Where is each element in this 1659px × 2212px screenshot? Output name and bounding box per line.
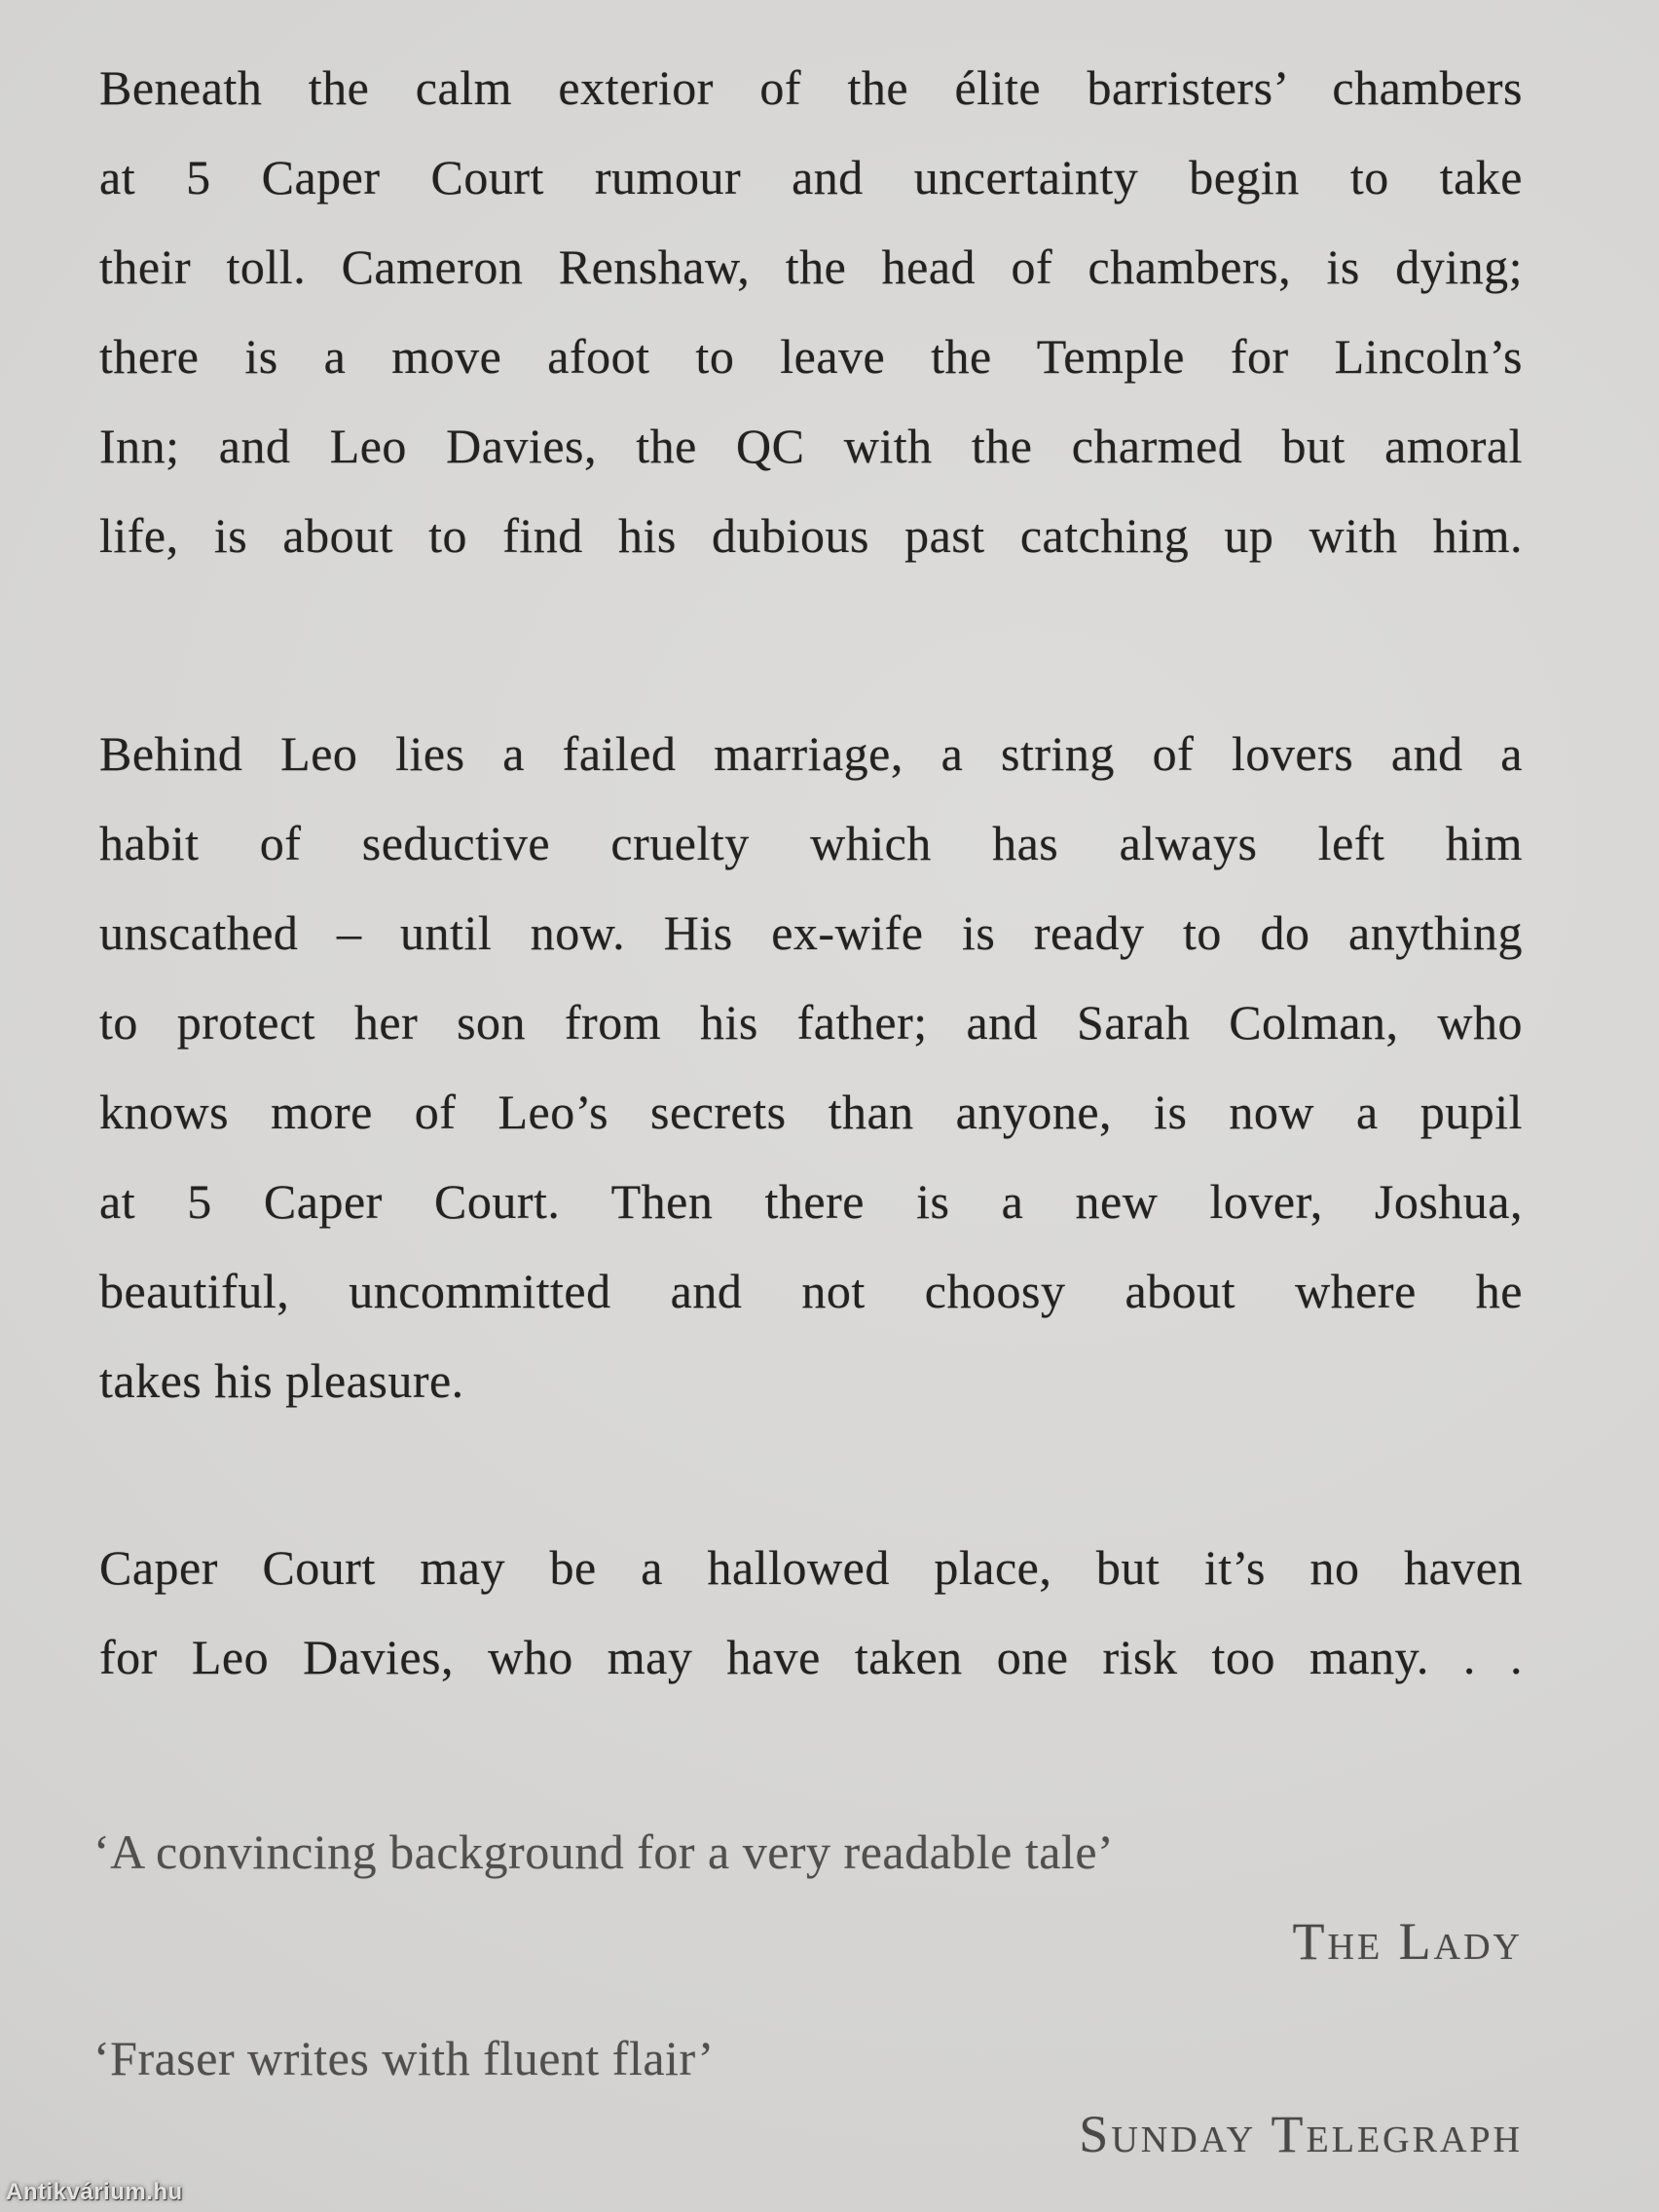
blurb-line: there is a move afoot to leave the Temple for Lincoln’s bbox=[99, 329, 1523, 384]
blurb-line: their toll. Cameron Renshaw, the head of chambers, is dying; bbox=[99, 240, 1523, 294]
blurb-line: knows more of Leo’s secrets than anyone, is now a pupil bbox=[99, 1085, 1523, 1139]
blurb-paragraph-3 bbox=[99, 1523, 1523, 1702]
review-quotes-block bbox=[93, 1807, 1523, 2179]
blurb-line: Beneath the calm exterior of the élite barristers’ chambers bbox=[99, 60, 1523, 115]
blurb-line: life, is about to find his dubious past catching up with him. bbox=[99, 508, 1523, 563]
blurb-line: at 5 Caper Court rumour and uncertainty begin to take bbox=[99, 150, 1523, 204]
blurb-text-block bbox=[99, 43, 1523, 1702]
review-source: Sunday Telegraph bbox=[1079, 2105, 1523, 2163]
review-quote: ‘Fraser writes with fluent flair’ bbox=[93, 2031, 715, 2085]
blurb-line: Caper Court may be a hallowed place, but it’s no haven bbox=[99, 1540, 1523, 1595]
blurb-line: to protect her son from his father; and Sarah Colman, who bbox=[99, 995, 1523, 1050]
blurb-line: beautiful, uncommitted and not choosy about where he bbox=[99, 1264, 1523, 1318]
blurb-line: for Leo Davies, who may have taken one risk too many. . . bbox=[99, 1630, 1523, 1684]
blurb-line: Behind Leo lies a failed marriage, a string of lovers and a bbox=[99, 726, 1523, 781]
blurb-line: takes his pleasure. bbox=[99, 1353, 464, 1408]
blurb-line: at 5 Caper Court. Then there is a new lover, Joshua, bbox=[99, 1174, 1523, 1229]
antikvarium-watermark: Antikvárium.hu bbox=[6, 2179, 183, 2205]
blurb-line: habit of seductive cruelty which has always left him bbox=[99, 816, 1523, 870]
review-quote: ‘A convincing background for a very readable tale’ bbox=[93, 1825, 1115, 1879]
review-source: The Lady bbox=[1292, 1912, 1523, 1971]
blurb-paragraph-2 bbox=[99, 709, 1523, 1425]
blurb-line: unscathed – until now. His ex-wife is ready to do anything bbox=[99, 905, 1523, 960]
blurb-paragraph-1 bbox=[99, 43, 1523, 580]
blurb-line: Inn; and Leo Davies, the QC with the charmed but amoral bbox=[99, 419, 1523, 473]
